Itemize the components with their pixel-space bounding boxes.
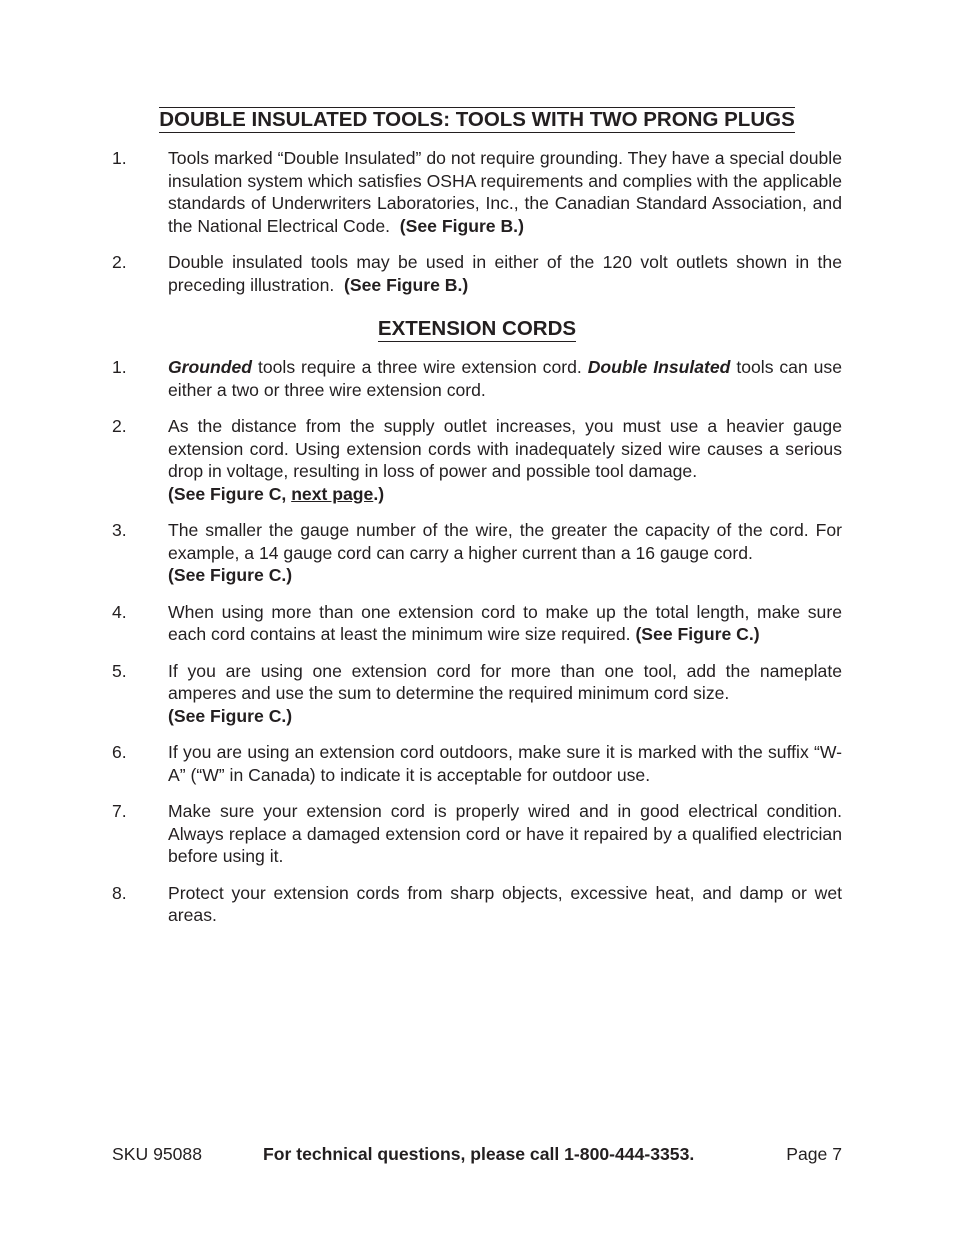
item-number: 6. (112, 742, 127, 762)
figure-reference: (See Figure B.) (344, 274, 469, 295)
item-number: 1. (112, 357, 127, 377)
extension-cords-list (112, 356, 842, 927)
tech-support-line: For technical questions, please call 1-800-444-3353. (263, 1144, 695, 1164)
item-text: When using more than one extension cord to make up the total length, make sure each cord contains at least the minimum wire size required. (See Figure C.) (168, 601, 842, 644)
sku-label: SKU 95088 (112, 1144, 202, 1164)
item-number: 8. (112, 882, 127, 903)
figure-reference: (See Figure B.) (399, 215, 524, 236)
item-text: As the distance from the supply outlet increases, you must use a heavier gauge extension cord. Using extension cords with inadequately sized wire causes a serious drop in voltage, resulting in loss of power and possible tool damage. (See Figure C, next page.) (168, 416, 842, 504)
figure-reference: (See Figure C.) (168, 705, 293, 726)
list-item (112, 741, 842, 786)
item-text: If you are using an extension cord outdoors, make sure it is marked with the suffix “W-A” (“W” in Canada) to indicate it is acceptable for outdoor use. (168, 742, 842, 785)
item-text: The smaller the gauge number of the wire, the greater the capacity of the cord. For example, a 14 gauge cord can carry a higher current than a 16 gauge cord. (See Figure C.) (168, 520, 842, 585)
item-number: 4. (112, 601, 127, 622)
list-item (112, 251, 842, 296)
list-item (112, 601, 842, 646)
figure-reference: (See Figure C.) (168, 565, 293, 585)
section-title-double-insulated: DOUBLE INSULATED TOOLS: TOOLS WITH TWO PRONG PLUGS (159, 108, 795, 131)
list-item (112, 147, 842, 237)
item-text: Make sure your extension cord is properly wired and in good electrical condition. Always replace a damaged extension cord or have it repaired by a qualified electrician before using it. (168, 801, 842, 866)
list-item (112, 415, 842, 505)
item-text: Grounded tools require a three wire extension cord. Double Insulated tools can use either a two or three wire extension cord. (168, 357, 843, 400)
emphasis-grounded: Grounded (168, 357, 253, 377)
item-number: 2. (112, 252, 127, 272)
list-item (112, 660, 842, 728)
item-text: Double insulated tools may be used in either of the 120 volt outlets shown in the preceding illustration. (See Figure B.) (168, 252, 842, 295)
list-item (112, 356, 842, 401)
item-number: 1. (112, 148, 127, 168)
page-footer (112, 1142, 842, 1166)
item-number: 7. (112, 801, 127, 821)
item-number: 5. (112, 660, 127, 681)
item-text: If you are using one extension cord for more than one tool, add the nameplate amperes and use the sum to determine the required minimum cord size. (See Figure C.) (168, 660, 842, 726)
section-title-extension-cords: EXTENSION CORDS (377, 317, 577, 340)
list-item (112, 519, 842, 587)
list-item (112, 800, 842, 868)
emphasis-double-insulated: Double Insulated (587, 357, 731, 377)
figure-reference: (See Figure C.) (635, 624, 760, 644)
item-number: 2. (112, 416, 127, 436)
item-text: Protect your extension cords from sharp objects, excessive heat, and damp or wet areas. (168, 882, 842, 925)
next-page-link[interactable]: next page (291, 483, 374, 504)
item-text: Tools marked “Double Insulated” do not require grounding. They have a special double insulation system which satisfies OSHA requirements and complies with the applicable standards of Underwriters Laboratories, Inc., the Canadian Standard Association, and the National Electrical Code. (See Figure B.) (168, 148, 842, 236)
figure-reference: (See Figure C, next page.) (168, 483, 385, 504)
page-number: Page 7 (786, 1144, 842, 1164)
list-item (112, 882, 842, 927)
item-number: 3. (112, 520, 127, 540)
double-insulated-list (112, 147, 842, 296)
